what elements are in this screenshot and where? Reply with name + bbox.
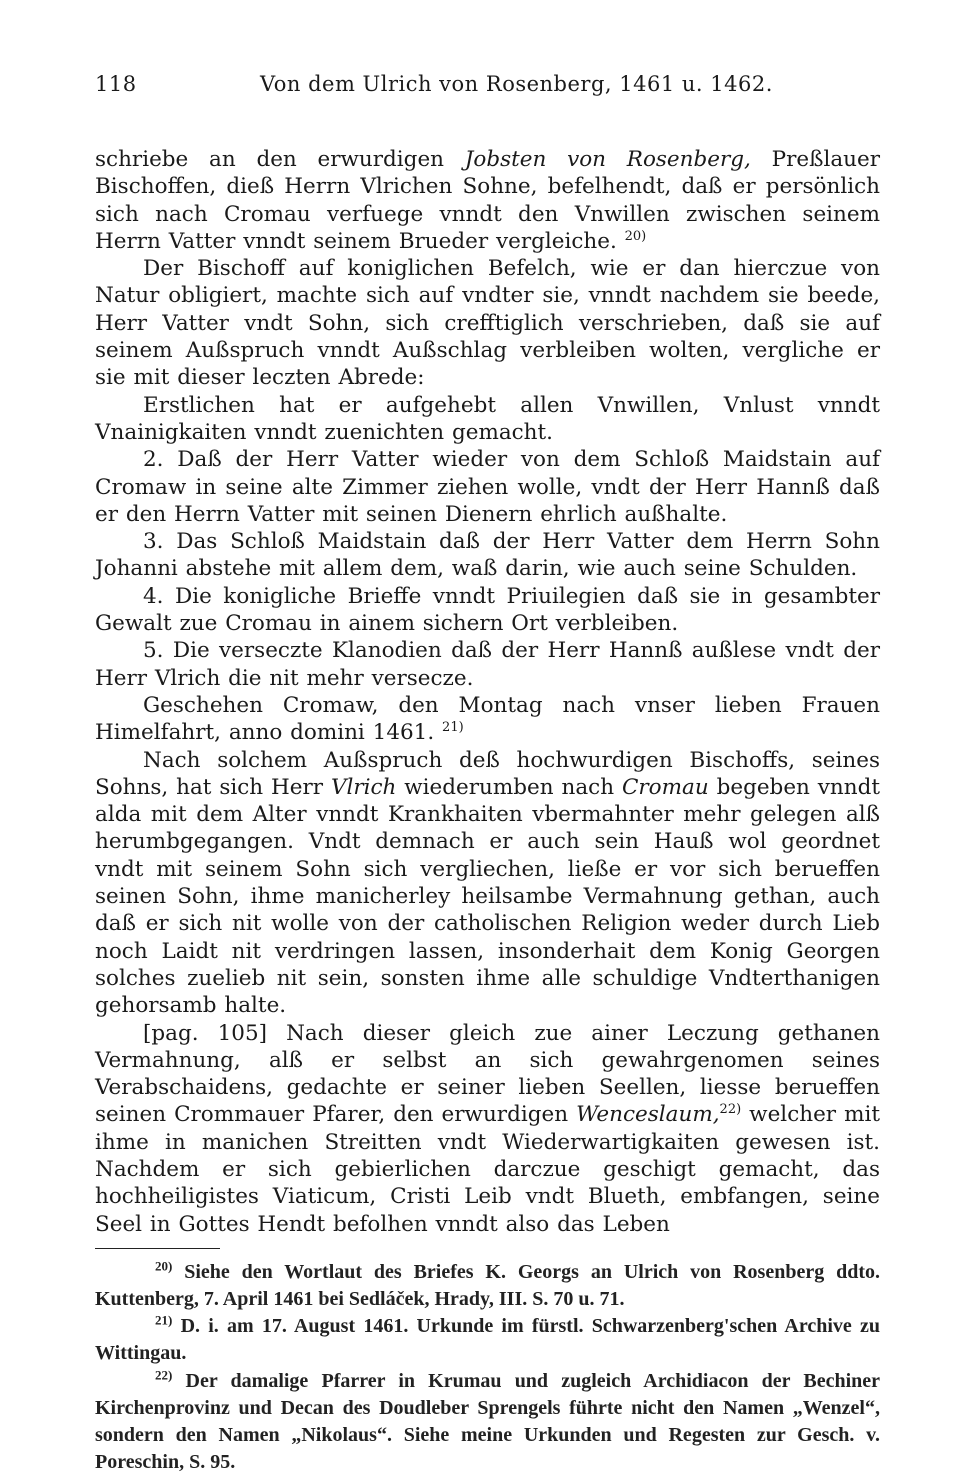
text-run: schriebe an den erwurdigen <box>95 147 465 172</box>
person-name: Wenceslaum, <box>576 1102 720 1128</box>
paragraph-2: Der Bischoff auf koniglichen Befelch, wie er dan hierczue von Natur obligiert, machte sich auf vndter sie, vnndt nachdem sie beede, Herr Vatter vndt Sohn, sich crefftiglich verschrieben, daß sie auf seinem Außspruch vnndt Außschlag verbleiben wolten, vergliche er sie mit dieser leczten Abrede: <box>95 256 880 391</box>
page-number: 118 <box>95 72 137 96</box>
footnote-ref: 20) <box>624 228 647 244</box>
paragraph-4: 2. Daß der Herr Vatter wieder von dem Schloß Maidstain auf Cromaw in seine alte Zimmer ziehen wolle, vndt der Herr Hannß daß er den Herrn Vatter mit seinen Dienern ehrlich außhalte. <box>95 447 880 527</box>
footnote-ref-number: 22 <box>719 1102 737 1118</box>
person-name: Jobsten von Rosenberg, <box>464 147 751 172</box>
footnote-ref: 21) <box>442 720 464 736</box>
paragraph-5: 3. Das Schloß Maidstain daß der Herr Vatter dem Herrn Sohn Johanni abstehe mit allem dem, waß darin, wie auch seine Schulden. <box>95 529 880 582</box>
running-title: Von dem Ulrich von Rosenberg, 1461 u. 1462. <box>260 72 773 96</box>
text-run: Nach solchem Außspruch deß hochwurdigen Bischoffs, seines Sohns, hat sich Herr <box>95 747 880 800</box>
paragraph-1 <box>95 146 880 255</box>
footnote-number: 22) <box>155 1367 173 1383</box>
footnotes <box>95 1259 880 1477</box>
text-run: Preßlauer Bischoffen, dieß Herrn Vlrichen Sohne, befelhendt, daß er persönlich sich nach Cromau verfuege vnndt den Vnwillen zwischen seinem Herrn Vatter vnndt seinem Brueder vergleiche. <box>95 147 880 254</box>
text-run: welcher mit ihme in manichen Streitten vndt Wiederwartigkaiten gewesen ist. Nachdem er sich gebierlichen darczue geschigt gemacht, das hochheiligistes Viaticum, Cristi Leib vndt Blueth, embfangen, seine Seel in Gottes Hendt befolhen vnndt also das Leben <box>95 1102 880 1237</box>
footnote-ref-number: 21 <box>442 720 459 736</box>
footnote-number-value: 22 <box>155 1367 168 1383</box>
paragraph-8 <box>95 692 880 747</box>
paragraph-7: 5. Die verseczte Klanodien daß der Herr Hannß außlese vndt der Herr Vlrich die nit mehr versecze. <box>95 638 880 691</box>
book-page <box>95 72 880 1477</box>
paragraph-3: Erstlichen hat er aufgehebt allen Vnwillen, Vnlust vnndt Vnainigkaiten vnndt zuenichten gemacht. <box>95 392 880 445</box>
person-name: Vlrich <box>330 774 397 800</box>
paragraph-10 <box>95 1020 880 1238</box>
footnote <box>95 1313 880 1367</box>
footnote-divider <box>95 1248 220 1249</box>
footnote-number-value: 21 <box>155 1312 168 1328</box>
footnote <box>95 1259 880 1313</box>
footnote-text: Der damalige Pfarrer in Krumau und zugleich Archidiacon der Bechiner Kirchenprovinz und Decan des Doudleber Sprengels führte nicht den Namen „Wenzel“, sondern den Namen „Nikolaus“. Siehe meine Urkunden und Regesten zur Gesch. v. Poreschin, S. 95. <box>95 1369 881 1474</box>
text-run: begeben vnndt alda mit dem Alter vnndt Krankhaiten vbermahnter mehr gelegen alß herumbgegangen. Vndt demnach er auch sein Hauß wol geordnet vndt mit seinem Sohn sich vergliechen, ließe er vor sich berueffen seinen Sohn, ihme manicherley heilsambe Vermahnung gethan, auch daß er sich nit wolle von der catholischen Religion weder durch Lieb noch Laidt nit verdringen lassen, insonderhait dem Konig Georgen solches zuelieb nit sein, sonsten ihme alle schuldige Vndterthanigen gehorsamb halte. <box>95 774 881 1019</box>
place-name: Cromau <box>621 774 709 800</box>
footnote-ref-number: 20 <box>624 228 642 244</box>
footnote-number: 21) <box>155 1312 173 1328</box>
footnote-number: 20) <box>155 1258 173 1274</box>
page-header <box>95 72 880 112</box>
main-text <box>95 146 880 1238</box>
paragraph-9 <box>95 747 880 1020</box>
footnote-number-value: 20 <box>155 1258 168 1274</box>
text-run: [pag. 105] Nach dieser gleich zue ainer Leczung gethanen Vermahnung, alß er selbst an sich gewahrgenomen seines Verabschaidens, gedachte er seiner lieben Seellen, liesse berueffen seinen Crommauer Pfarer, den erwurdigen <box>95 1020 880 1128</box>
paragraph-6: 4. Die konigliche Brieffe vnndt Priuilegien daß sie in gesambter Gewalt zue Cromau in ainem sichern Ort verbleiben. <box>95 583 880 637</box>
footnote-ref: 22) <box>719 1102 742 1118</box>
footnote <box>95 1368 880 1477</box>
text-run: wiederumben nach <box>396 774 622 800</box>
footnote-text: D. i. am 17. August 1461. Urkunde im fürstl. Schwarzenberg'schen Archive zu Wittingau. <box>95 1315 880 1365</box>
text-run: Geschehen Cromaw, den Montag nach vnser lieben Frauen Himelfahrt, anno domini 1461. <box>95 692 880 746</box>
footnote-text: Siehe den Wortlaut des Briefes K. Georgs an Ulrich von Rosenberg ddto. Kuttenberg, 7. April 1461 bei Sedláček, Hrady, III. S. 70 u. 71. <box>95 1260 881 1311</box>
